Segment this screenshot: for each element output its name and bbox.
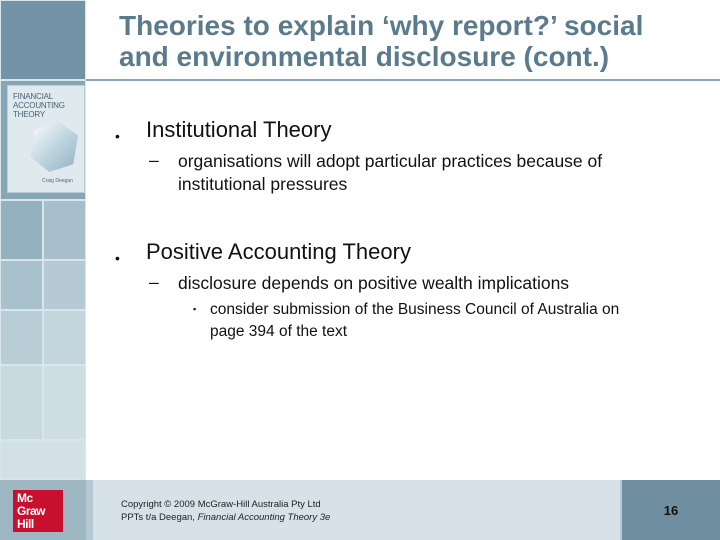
page-number: 16 xyxy=(663,503,679,518)
copyright-notice xyxy=(121,498,330,524)
book-title-line: THEORY xyxy=(13,110,45,119)
slide-title-line2: and environmental disclosure (cont.) xyxy=(119,41,610,72)
logo-line: Hill xyxy=(17,517,34,531)
book-title-line: FINANCIAL xyxy=(13,92,53,101)
sub-bullet-dash: – xyxy=(149,150,159,170)
sidebar-tile xyxy=(43,310,86,365)
sidebar-grid xyxy=(0,0,86,480)
ppt-prefix: PPTs t/a Deegan, xyxy=(121,512,198,523)
book-author: Craig Deegan xyxy=(42,178,73,184)
sidebar-tile xyxy=(0,440,86,480)
book-title-line: ACCOUNTING xyxy=(13,101,65,110)
sub-bullet xyxy=(149,272,570,295)
logo-line: Graw xyxy=(17,504,46,518)
sub-bullet-text: organisations will adopt particular practices because of xyxy=(178,151,603,171)
slide-content xyxy=(86,80,720,480)
sub-sub-bullet-text: page 394 of the text xyxy=(210,323,348,340)
sidebar-tile xyxy=(43,260,86,310)
slide-title xyxy=(119,10,709,72)
bullet-positive-accounting-theory xyxy=(115,239,411,266)
slide-title-line1: Theories to explain ‘why report?’ social xyxy=(119,10,644,41)
ice-cube-graphic xyxy=(30,120,78,172)
sub-sub-bullet-square: ▪ xyxy=(193,304,197,314)
sidebar-tile xyxy=(0,365,43,440)
copyright-line: Copyright © 2009 McGraw-Hill Australia Pty Ltd xyxy=(121,499,321,510)
sub-bullet-text: disclosure depends on positive wealth implications xyxy=(178,273,570,293)
book-title: Financial Accounting Theory 3e xyxy=(197,512,331,523)
ppt-credit-line xyxy=(121,511,330,524)
logo-line: Mc xyxy=(17,491,33,505)
bullet-institutional-theory xyxy=(115,117,332,144)
sub-bullet xyxy=(149,150,603,196)
sidebar-tile xyxy=(0,200,43,260)
book-cover-image xyxy=(8,86,84,192)
sub-bullet-dash: – xyxy=(149,272,159,292)
sub-sub-bullet xyxy=(193,299,620,343)
sidebar-tile xyxy=(0,0,86,80)
bullet-dot: • xyxy=(115,250,120,266)
sub-bullet-text: institutional pressures xyxy=(178,174,348,194)
sidebar-tile xyxy=(43,365,86,440)
sidebar-tile xyxy=(43,200,86,260)
sidebar-panel xyxy=(0,0,86,540)
bullet-dot: • xyxy=(115,128,120,144)
bullet-text: Institutional Theory xyxy=(146,117,332,142)
mcgraw-hill-logo xyxy=(13,490,63,532)
sidebar-tile xyxy=(0,310,43,365)
sidebar-tile xyxy=(0,260,43,310)
bullet-text: Positive Accounting Theory xyxy=(146,239,411,264)
sub-sub-bullet-text: consider submission of the Business Council of Australia on xyxy=(210,301,620,318)
